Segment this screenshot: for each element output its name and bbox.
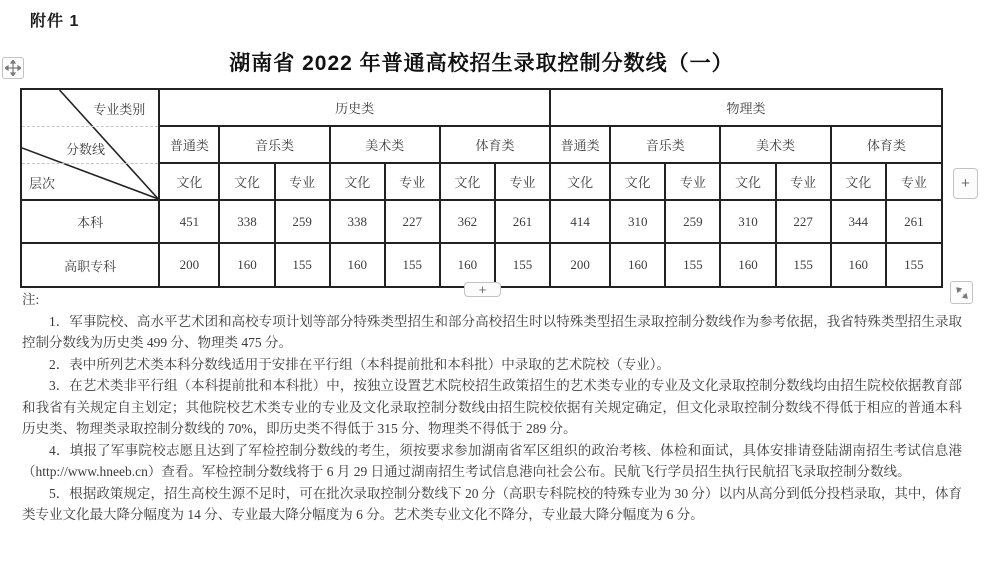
score-cell: 451 xyxy=(159,200,219,243)
note-item-3: 3．在艺术类非平行组（本科提前批和本科批）中，按独立设置艺术院校招生政策招生的艺术类专业的专业及文化录取控制分数线均由招生院校依据教育部和我省有关规定自主划定；其他院校艺术类专业的专业及文化录取控制分数线由招生院校依据有关规定确定，但文化录取控制分数线不得低于相应的普通本科历史类、物理类录取控制分数线的 70%，即历史类不得低于 315 分、物理类不得低于 289 分。 xyxy=(22,378,962,436)
table-row xyxy=(21,89,942,126)
subgroup-header: 美术类 xyxy=(330,126,440,163)
leaf-header: 文化 xyxy=(550,163,610,200)
subgroup-header: 音乐类 xyxy=(219,126,329,163)
leaf-header: 文化 xyxy=(330,163,385,200)
dashed-divider xyxy=(22,163,158,164)
score-table xyxy=(20,88,943,288)
subgroup-header: 普通类 xyxy=(159,126,219,163)
subgroup-header: 音乐类 xyxy=(610,126,720,163)
score-cell: 338 xyxy=(219,200,274,243)
score-cell: 227 xyxy=(385,200,440,243)
group-header-physics: 物理类 xyxy=(550,89,942,126)
attachment-label: 附件 1 xyxy=(30,13,80,30)
row-label-vocational: 高职专科 xyxy=(21,243,159,287)
group-header-history: 历史类 xyxy=(159,89,550,126)
note-item-2: 2．表中所列艺术类本科分数线适用于安排在平行组（本科提前批和本科批）中录取的艺术院校（专业）。 xyxy=(49,356,670,372)
note-item-4: 4．填报了军事院校志愿且达到了军检控制分数线的考生，须按要求参加湖南省军区组织的政治考核、体检和面试，具体安排请登陆湖南招生考试信息港（http://www.hneeb.cn）查看。军检控制分数线将于 6 月 29 日通过湖南招生考试信息港向社会公布。民航飞行学员招生执行民航招飞录取控制分数线。 xyxy=(22,442,962,479)
score-cell: 414 xyxy=(550,200,610,243)
add-row-button[interactable]: + xyxy=(464,282,501,297)
corner-label-category: 专业类别 xyxy=(93,102,146,117)
leaf-header: 专业 xyxy=(886,163,942,200)
move-icon xyxy=(5,60,21,76)
score-cell: 200 xyxy=(550,243,610,287)
table-row-vocational xyxy=(21,243,942,287)
score-cell: 155 xyxy=(495,243,550,287)
dashed-divider xyxy=(22,126,158,127)
score-cell: 310 xyxy=(720,200,775,243)
subgroup-header: 美术类 xyxy=(720,126,830,163)
score-cell: 261 xyxy=(495,200,550,243)
leaf-header: 文化 xyxy=(610,163,665,200)
score-cell: 310 xyxy=(610,200,665,243)
subgroup-header: 普通类 xyxy=(550,126,610,163)
subgroup-header: 体育类 xyxy=(831,126,942,163)
corner-label-scoreline: 分数线 xyxy=(66,142,106,157)
score-cell: 261 xyxy=(886,200,942,243)
score-cell: 160 xyxy=(440,243,495,287)
table-row-undergraduate xyxy=(21,200,942,243)
score-cell: 155 xyxy=(776,243,831,287)
score-cell: 155 xyxy=(665,243,720,287)
score-cell: 259 xyxy=(275,200,330,243)
leaf-header: 专业 xyxy=(275,163,330,200)
score-cell: 344 xyxy=(831,200,886,243)
leaf-header: 专业 xyxy=(385,163,440,200)
score-cell: 160 xyxy=(330,243,385,287)
corner-header-cell xyxy=(21,89,159,200)
notes-section xyxy=(22,289,962,526)
notes-heading: 注: xyxy=(22,292,40,307)
row-label-undergraduate: 本科 xyxy=(21,200,159,243)
add-column-button[interactable]: + xyxy=(953,168,978,199)
score-cell: 362 xyxy=(440,200,495,243)
page-title: 湖南省 2022 年普通高校招生录取控制分数线（一） xyxy=(229,52,734,75)
leaf-header: 文化 xyxy=(831,163,886,200)
note-item-5: 5．根据政策规定，招生高校生源不足时，可在批次录取控制分数线下 20 分（高职专科院校的特殊专业为 30 分）以内从高分到低分投档录取，其中，体育类专业文化最大降分幅度为 14 分、专业最大降分幅度为 6 分。艺术类专业文化不降分，专业最大降分幅度为 6 分。 xyxy=(22,485,962,522)
subgroup-header: 体育类 xyxy=(440,126,550,163)
leaf-header: 文化 xyxy=(219,163,274,200)
table-move-handle[interactable] xyxy=(2,57,24,79)
score-cell: 227 xyxy=(776,200,831,243)
leaf-header: 文化 xyxy=(720,163,775,200)
score-cell: 160 xyxy=(219,243,274,287)
score-cell: 160 xyxy=(610,243,665,287)
note-item-1: 1．军事院校、高水平艺术团和高校专项计划等部分特殊类型招生和部分高校招生时以特殊类型招生录取控制分数线作为参考依据，我省特殊类型招生录取控制分数线为历史类 499 分、物理类 475 分。 xyxy=(22,313,962,350)
score-cell: 259 xyxy=(665,200,720,243)
leaf-header: 专业 xyxy=(776,163,831,200)
score-cell: 155 xyxy=(275,243,330,287)
leaf-header: 专业 xyxy=(665,163,720,200)
leaf-header: 文化 xyxy=(159,163,219,200)
corner-label-level: 层次 xyxy=(29,176,56,191)
score-cell: 155 xyxy=(385,243,440,287)
leaf-header: 专业 xyxy=(495,163,550,200)
score-cell: 160 xyxy=(831,243,886,287)
score-cell: 155 xyxy=(886,243,942,287)
score-cell: 200 xyxy=(159,243,219,287)
leaf-header: 文化 xyxy=(440,163,495,200)
score-cell: 338 xyxy=(330,200,385,243)
score-cell: 160 xyxy=(720,243,775,287)
